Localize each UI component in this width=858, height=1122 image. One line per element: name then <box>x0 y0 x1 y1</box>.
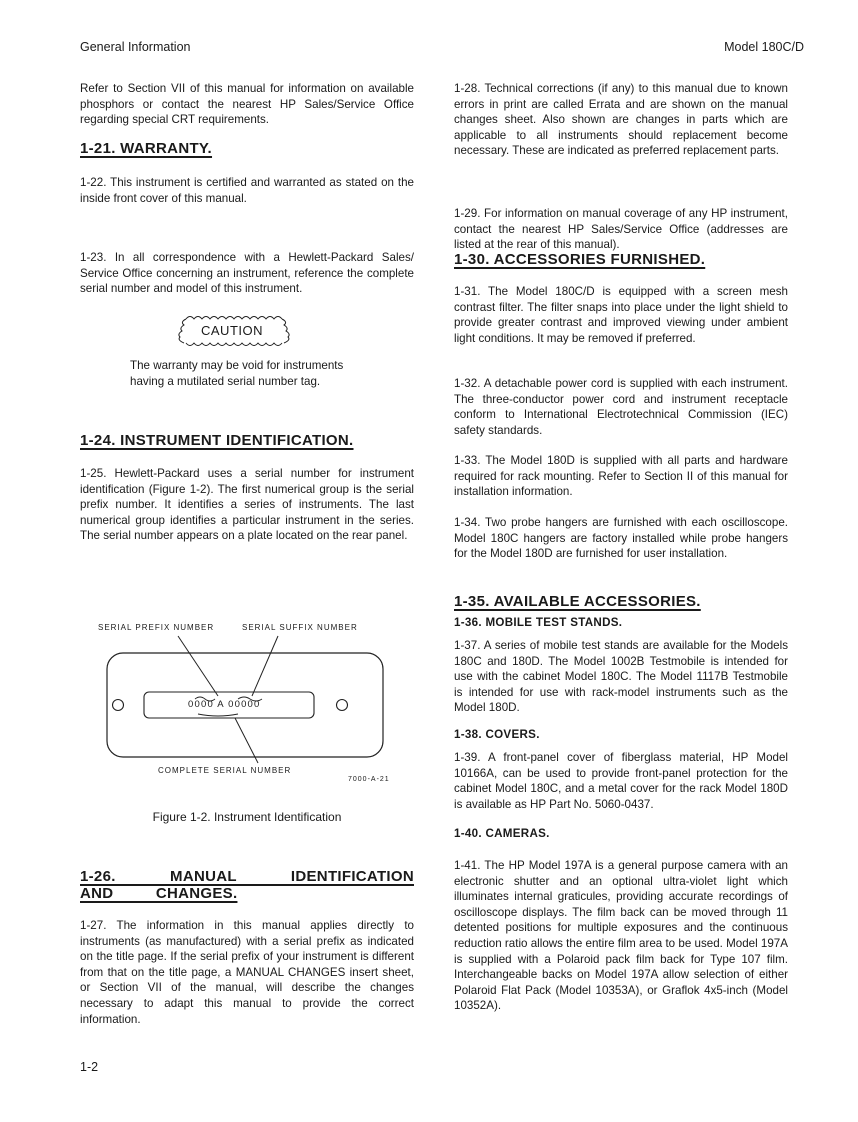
paragraph-1-34: 1-34. Two probe hangers are furnished with each oscilloscope. Model 180C hangers are factory installed while probe hangers for the Model 180D are furnished for user installation. <box>454 516 788 561</box>
caution-text: The warranty may be void for instruments having a mutilated serial number tag. <box>130 359 344 388</box>
page-number: 1-2 <box>80 1060 99 1074</box>
paragraph-1-29: 1-29. For information on manual coverage of any HP instrument, contact the nearest HP Sales/Service Office (addresses are listed at the rear of this manual). <box>454 207 788 252</box>
figure-instrument-identification <box>80 618 414 798</box>
paragraph-1-27: 1-27. The information in this manual applies directly to instruments (as manufactured) with a serial prefix as indicated on the title page. If the serial prefix of your instrument is different from that on the title page, a MANUAL CHANGES insert sheet, or Section VII of the manual, will describe the changes necessary to adapt this manual to provide the correct information. <box>80 919 414 1026</box>
paragraph-1-28: 1-28. Technical corrections (if any) to this manual due to known errors in print are called Errata and are shown on the manual changes sheet. Also shown are changes in parts which are applicable to all instruments should replacement become necessary. These are indicated as preferred replacement parts. <box>454 82 788 158</box>
label-serial-suffix: SERIAL SUFFIX NUMBER <box>242 623 358 632</box>
label-complete-serial-number: COMPLETE SERIAL NUMBER <box>158 766 292 775</box>
paragraph-1-37: 1-37. A series of mobile test stands are available for the Models 180C and 180D. The Model 1002B Testmobile is intended for use with the cabinet Model 180C. The Model 1117B Testmobile is intended for use with rack-model instruments such as the Model 180D. <box>454 639 788 715</box>
paragraph-1-39: 1-39. A front-panel cover of fiberglass material, HP Model 10166A, can be used to provide front-panel protection for the cabinet Model 180C, and a metal cover for the rack Model 180D is available as HP Part No. 5060-0437. <box>454 751 788 811</box>
running-header-left: General Information <box>80 40 191 54</box>
paragraph-1-23: 1-23. In all correspondence with a Hewlett-Packard Sales/ Service Office concerning an instrument, reference the complete serial number and model of this instrument. <box>80 251 414 296</box>
heading-available-accessories: 1-35. AVAILABLE ACCESSORIES. <box>454 593 701 610</box>
caution-label-box <box>172 311 292 351</box>
heading-manual-identification: 1-26. MANUAL IDENTIFICATION AND CHANGES. <box>80 868 414 902</box>
running-header-right: Model 180C/D <box>724 40 804 54</box>
caution-label: CAUTION <box>201 323 263 338</box>
paragraph-1-33: 1-33. The Model 180D is supplied with all parts and hardware required for rack mounting. Refer to Section II of this manual for installation information. <box>454 454 788 499</box>
subheading-mobile-test-stands: 1-36. MOBILE TEST STANDS. <box>454 616 623 629</box>
paragraph-1-32: 1-32. A detachable power cord is supplied with each instrument. The three-conductor power cord and instrument receptacle conform to International Electrotechnical Commission (IEC) safety standards. <box>454 377 788 437</box>
heading-warranty: 1-21. WARRANTY. <box>80 140 213 157</box>
paragraph-1-25: 1-25. Hewlett-Packard uses a serial number for instrument identification (Figure 1-2). The first numerical group is the serial prefix number. It identifies a series of instruments. The last numerical group identifies a particular instrument in the series. The serial number appears on a plate located on the rear panel. <box>80 467 414 543</box>
subheading-covers: 1-38. COVERS. <box>454 728 540 741</box>
heading-accessories-furnished: 1-30. ACCESSORIES FURNISHED. <box>454 251 706 268</box>
paragraph-1-41: 1-41. The HP Model 197A is a general purpose camera with an electronic shutter and an optional ultra-violet light which illuminates internal graticules, providing accurate recordings of oscilloscope displays. The film back can be moved through 11 detented positions for multiple exposures and the continuous reduction ratio allows the entire film area to be used. Model 197A is supplied with a Polaroid pack film back for Type 107 film. Interchangeable backs on Model 197A allow selection of either Polaroid Flat Pack (Model 10353A), or Graflok 4x5-inch (Model 10352A). <box>454 859 788 1013</box>
paragraph-intro: Refer to Section VII of this manual for information on available phosphors or contact the nearest HP Sales/Service Office regarding special CRT requirements. <box>80 82 414 127</box>
heading-instrument-identification: 1-24. INSTRUMENT IDENTIFICATION. <box>80 432 354 449</box>
paragraph-1-31: 1-31. The Model 180C/D is equipped with a screen mesh contrast filter. The filter snaps into place under the light shield to provide greater contrast and improved viewing under ambient light conditions. It may be removed if preferred. <box>454 285 788 345</box>
figure-code: 7000-A-21 <box>348 776 390 783</box>
paragraph-1-22: 1-22. This instrument is certified and warranted as stated on the inside front cover of this manual. <box>80 176 414 205</box>
serial-plate-text: 0000 A 00000 <box>188 699 261 710</box>
subheading-cameras: 1-40. CAMERAS. <box>454 827 550 840</box>
label-serial-prefix: SERIAL PREFIX NUMBER <box>98 623 215 632</box>
figure-caption: Figure 1-2. Instrument Identification <box>152 810 342 824</box>
